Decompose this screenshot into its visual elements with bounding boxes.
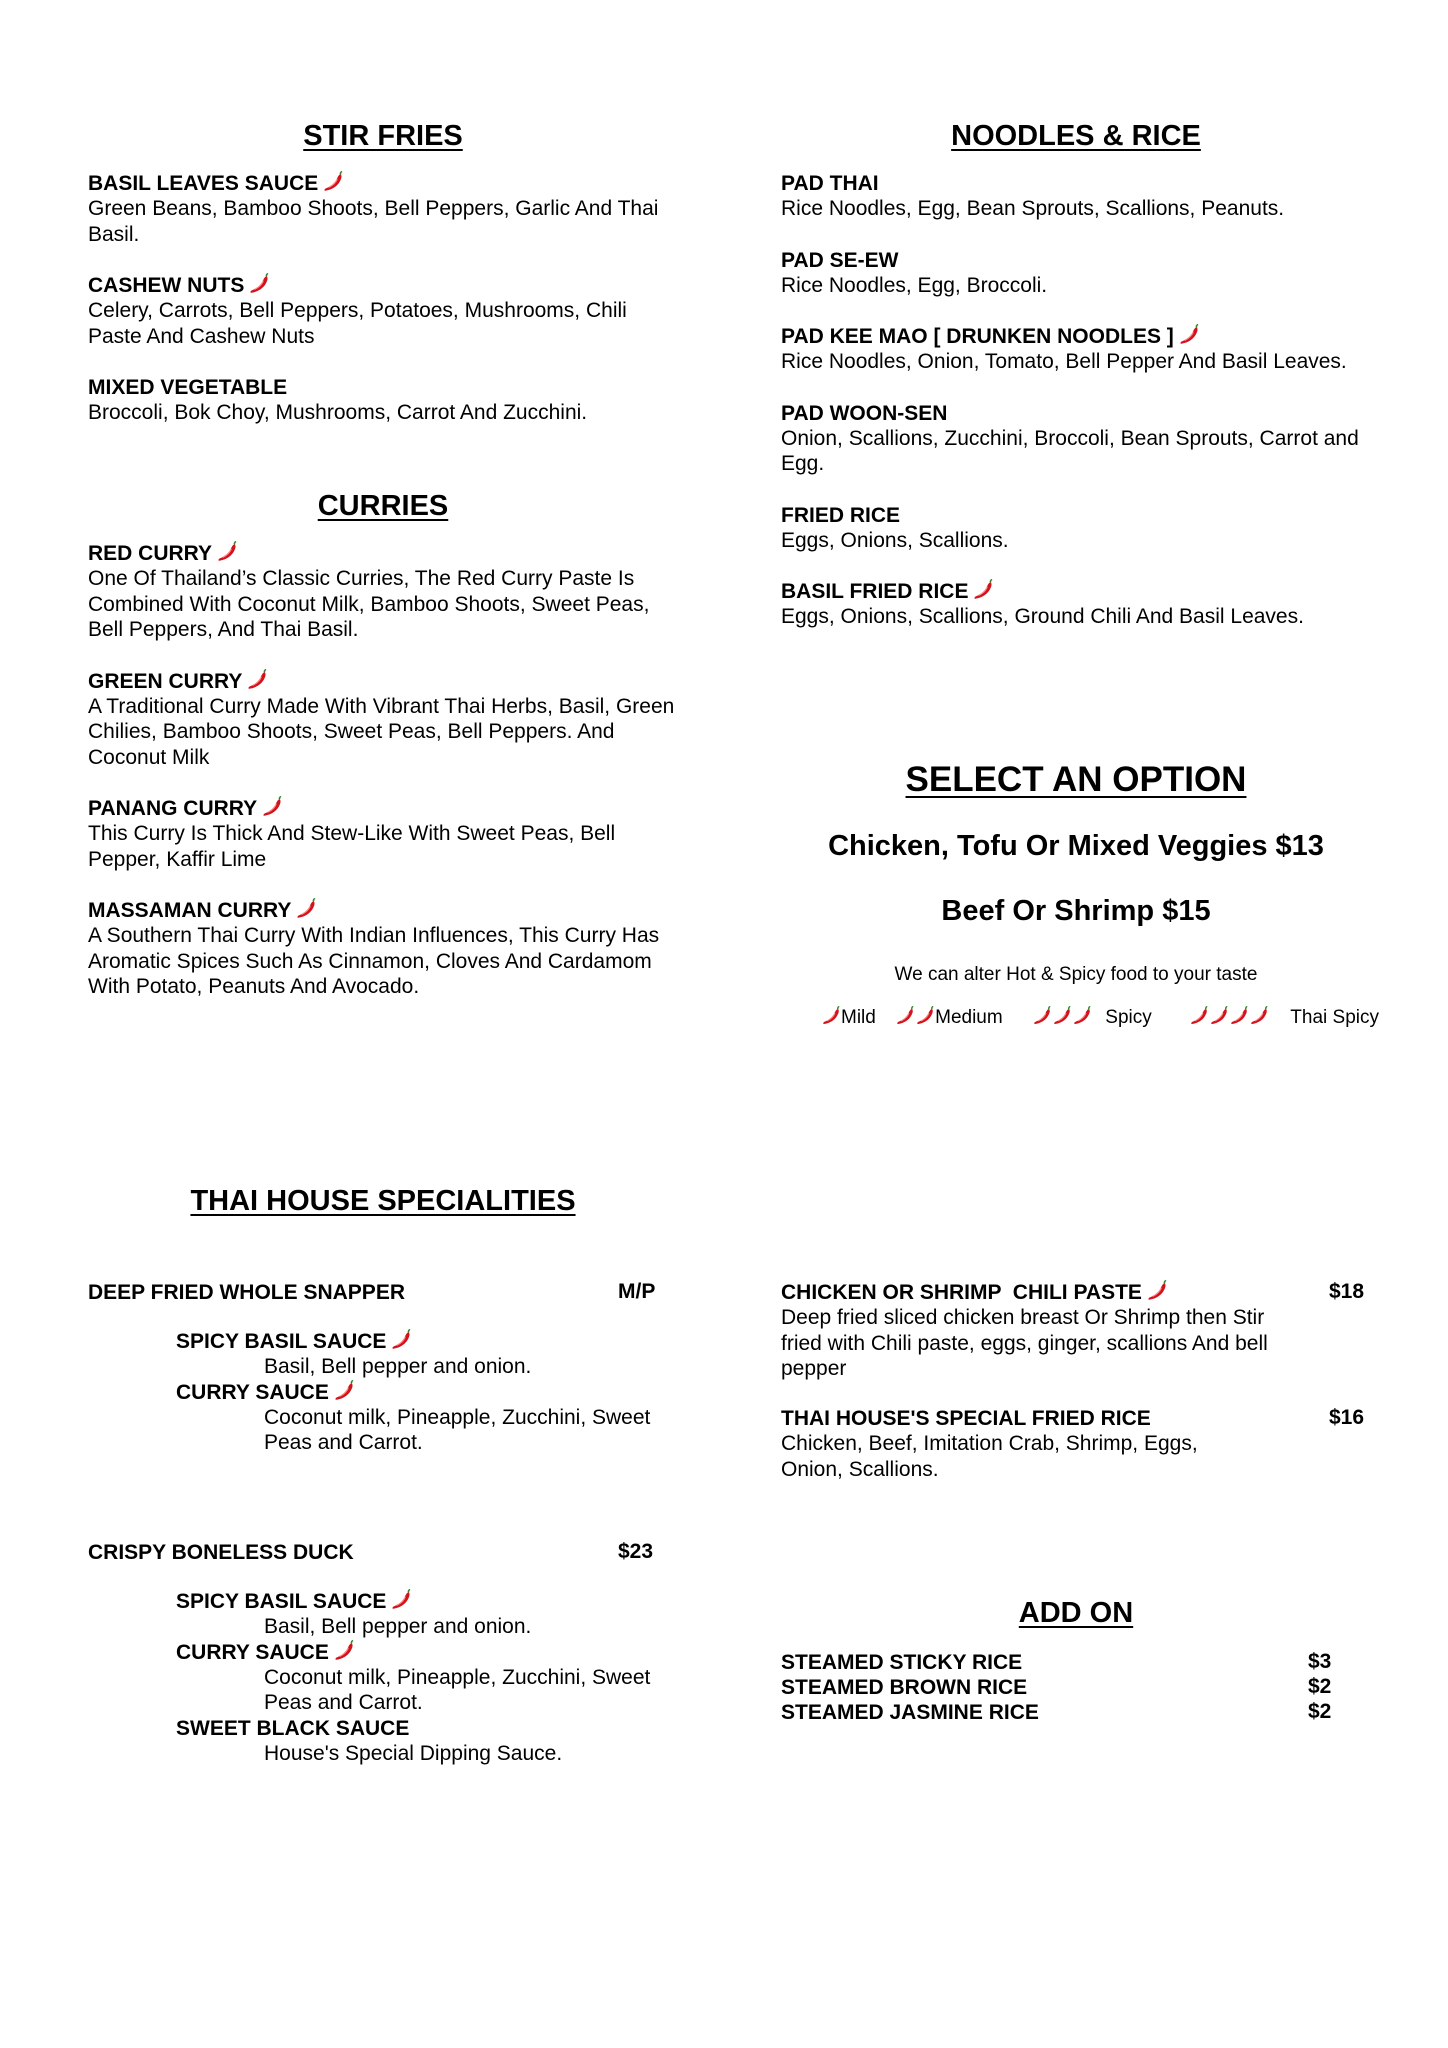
specialities-title: THAI HOUSE SPECIALITIES xyxy=(190,1185,576,1217)
chili-icon xyxy=(333,1640,355,1662)
sauce-description: Coconut milk, Pineapple, Zucchini, Sweet Peas and Carrot. xyxy=(264,1405,651,1454)
sauce-description: Basil, Bell pepper and onion. xyxy=(264,1355,532,1378)
menu-item xyxy=(781,503,1371,554)
item-description: Broccoli, Bok Choy, Mushrooms, Carrot And Zucchini. xyxy=(88,401,588,424)
add-on-section xyxy=(781,1597,1371,1725)
add-on-item xyxy=(781,1700,1371,1725)
item-name: BASIL LEAVES SAUCE xyxy=(88,172,319,195)
speciality-duck xyxy=(88,1540,678,1766)
noodles-section xyxy=(781,120,1371,656)
menu-item xyxy=(88,898,678,1000)
chili-icon xyxy=(1209,1006,1229,1026)
sauce-options xyxy=(88,1329,678,1456)
item-name: STEAMED JASMINE RICE xyxy=(781,1701,1039,1724)
sauce-name: SWEET BLACK SAUCE xyxy=(176,1716,410,1740)
item-description: A Southern Thai Curry With Indian Influences, This Curry Has Aromatic Spices Such As Cinnamon, Cloves And Cardamom With Potato, Peanuts And Avocado. xyxy=(88,924,660,998)
sauce-description: House's Special Dipping Sauce. xyxy=(264,1741,563,1765)
menu-item xyxy=(88,375,678,426)
add-on-item xyxy=(781,1650,1371,1675)
item-price: $2 xyxy=(1308,1700,1332,1723)
item-description: Eggs, Onions, Scallions. xyxy=(781,528,1009,552)
curries-title: CURRIES xyxy=(317,490,449,522)
spice-legend xyxy=(781,1006,1379,1029)
item-price: $16 xyxy=(1329,1406,1365,1429)
item-price: $3 xyxy=(1308,1650,1332,1673)
item-description: Rice Noodles, Egg, Bean Sprouts, Scallions, Peanuts. xyxy=(781,197,1285,220)
item-description: Eggs, Onions, Scallions, Ground Chili And Basil Leaves. xyxy=(781,605,1304,628)
option-price-line: Beef Or Shrimp $15 xyxy=(941,895,1211,927)
item-name: STEAMED STICKY RICE xyxy=(781,1651,1023,1674)
chili-icon xyxy=(972,579,994,601)
speciality-snapper xyxy=(88,1280,678,1456)
item-price: M/P xyxy=(618,1280,656,1303)
item-price: $2 xyxy=(1308,1675,1332,1698)
spice-level-medium: Medium xyxy=(935,1007,1003,1028)
chili-icon xyxy=(322,171,344,193)
item-description: This Curry Is Thick And Stew-Like With Sweet Peas, Bell Pepper, Kaffir Lime xyxy=(88,822,616,871)
chili-icon xyxy=(895,1006,915,1026)
spice-note: We can alter Hot & Spicy food to your taste xyxy=(894,964,1258,985)
item-name: PAD THAI xyxy=(781,172,879,195)
sauce-description: Basil, Bell pepper and onion. xyxy=(264,1615,532,1638)
item-price: $18 xyxy=(1329,1280,1365,1303)
chili-icon xyxy=(821,1006,841,1026)
stir-fries-section xyxy=(88,120,678,452)
item-name: RED CURRY xyxy=(88,542,213,565)
add-on-item xyxy=(781,1675,1371,1700)
chili-icon xyxy=(1189,1006,1209,1026)
item-name: PANANG CURRY xyxy=(88,797,258,820)
chili-icon xyxy=(390,1329,412,1351)
item-name: CASHEW NUTS xyxy=(88,274,245,297)
menu-item xyxy=(88,273,678,349)
menu-item xyxy=(88,541,678,643)
speciality-special-fried-rice xyxy=(781,1406,1371,1482)
item-name: STEAMED BROWN RICE xyxy=(781,1676,1028,1699)
chili-icon xyxy=(915,1006,935,1026)
options-title: SELECT AN OPTION xyxy=(905,760,1247,799)
menu-item xyxy=(88,171,678,247)
item-name: PAD SE-EW xyxy=(781,248,899,272)
chili-icon xyxy=(1178,324,1200,346)
item-name: CRISPY BONELESS DUCK xyxy=(88,1541,354,1564)
chili-icon xyxy=(1146,1280,1168,1302)
chili-icon xyxy=(1229,1006,1249,1026)
menu-item xyxy=(781,579,1371,630)
stir-fries-title: STIR FRIES xyxy=(303,120,463,152)
options-section xyxy=(781,760,1379,1029)
sauce-name: SPICY BASIL SAUCE xyxy=(176,1590,387,1613)
menu-item xyxy=(88,796,678,872)
sauce-options xyxy=(88,1589,678,1766)
item-price: $23 xyxy=(618,1540,654,1563)
spice-level-thai-spicy: Thai Spicy xyxy=(1290,1007,1379,1028)
item-name: DEEP FRIED WHOLE SNAPPER xyxy=(88,1281,405,1304)
chili-icon xyxy=(390,1589,412,1611)
menu-item xyxy=(88,669,678,771)
menu-item xyxy=(781,171,1371,222)
item-description: Onion, Scallions, Zucchini, Broccoli, Bean Sprouts, Carrot and Egg. xyxy=(781,426,1359,475)
item-name: MIXED VEGETABLE xyxy=(88,376,288,399)
chili-icon xyxy=(261,796,283,818)
menu-item xyxy=(781,401,1371,477)
chili-icon xyxy=(1249,1006,1269,1026)
add-on-title: ADD ON xyxy=(1018,1597,1134,1629)
item-name: PAD WOON-SEN xyxy=(781,401,948,425)
item-name: FRIED RICE xyxy=(781,503,901,527)
menu-item xyxy=(781,324,1371,375)
item-description: A Traditional Curry Made With Vibrant Thai Herbs, Basil, Green Chilies, Bamboo Shoots, Sweet Peas, Bell Peppers. And Coconut Milk xyxy=(88,694,675,769)
speciality-chili-paste xyxy=(781,1280,1371,1382)
item-description: One Of Thailand’s Classic Curries, The Red Curry Paste Is Combined With Coconut Milk, Bamboo Shoots, Sweet Peas, Bell Peppers, And Thai Basil. xyxy=(88,567,650,641)
chili-icon xyxy=(1072,1006,1092,1026)
item-name: GREEN CURRY xyxy=(88,669,243,693)
menu-item xyxy=(781,248,1371,299)
item-name: MASSAMAN CURRY xyxy=(88,899,292,922)
sauce-name: CURRY SAUCE xyxy=(176,1380,329,1404)
item-description: Deep fried sliced chicken breast Or Shrimp then Stir fried with Chili paste, eggs, ginger, scallions And bell pepper xyxy=(781,1306,1268,1380)
spice-level-spicy: Spicy xyxy=(1105,1007,1152,1028)
spice-level-mild: Mild xyxy=(841,1007,876,1028)
option-price-line: Chicken, Tofu Or Mixed Veggies $13 xyxy=(828,830,1324,862)
chili-icon xyxy=(246,669,268,691)
item-description: Celery, Carrots, Bell Peppers, Potatoes, Mushrooms, Chili Paste And Cashew Nuts xyxy=(88,299,627,348)
item-description: Rice Noodles, Egg, Broccoli. xyxy=(781,273,1048,297)
chili-icon xyxy=(216,541,238,563)
chili-icon xyxy=(248,273,270,295)
item-description: Green Beans, Bamboo Shoots, Bell Peppers, Garlic And Thai Basil. xyxy=(88,197,659,246)
item-name: CHICKEN OR SHRIMP CHILI PASTE xyxy=(781,1281,1142,1304)
item-name: BASIL FRIED RICE xyxy=(781,580,969,603)
curries-section xyxy=(88,490,678,1026)
item-description: Chicken, Beef, Imitation Crab, Shrimp, Eggs, Onion, Scallions. xyxy=(781,1432,1198,1481)
item-name: THAI HOUSE'S SPECIAL FRIED RICE xyxy=(781,1407,1151,1430)
chili-icon xyxy=(1052,1006,1072,1026)
chili-icon xyxy=(295,898,317,920)
item-description: Rice Noodles, Onion, Tomato, Bell Pepper And Basil Leaves. xyxy=(781,350,1347,373)
chili-icon xyxy=(333,1380,355,1402)
item-name: PAD KEE MAO [ DRUNKEN NOODLES ] xyxy=(781,325,1174,348)
sauce-name: CURRY SAUCE xyxy=(176,1640,329,1664)
sauce-description: Coconut milk, Pineapple, Zucchini, Sweet Peas and Carrot. xyxy=(264,1665,651,1714)
sauce-name: SPICY BASIL SAUCE xyxy=(176,1330,387,1353)
noodles-title: NOODLES & RICE xyxy=(951,120,1201,152)
chili-icon xyxy=(1032,1006,1052,1026)
